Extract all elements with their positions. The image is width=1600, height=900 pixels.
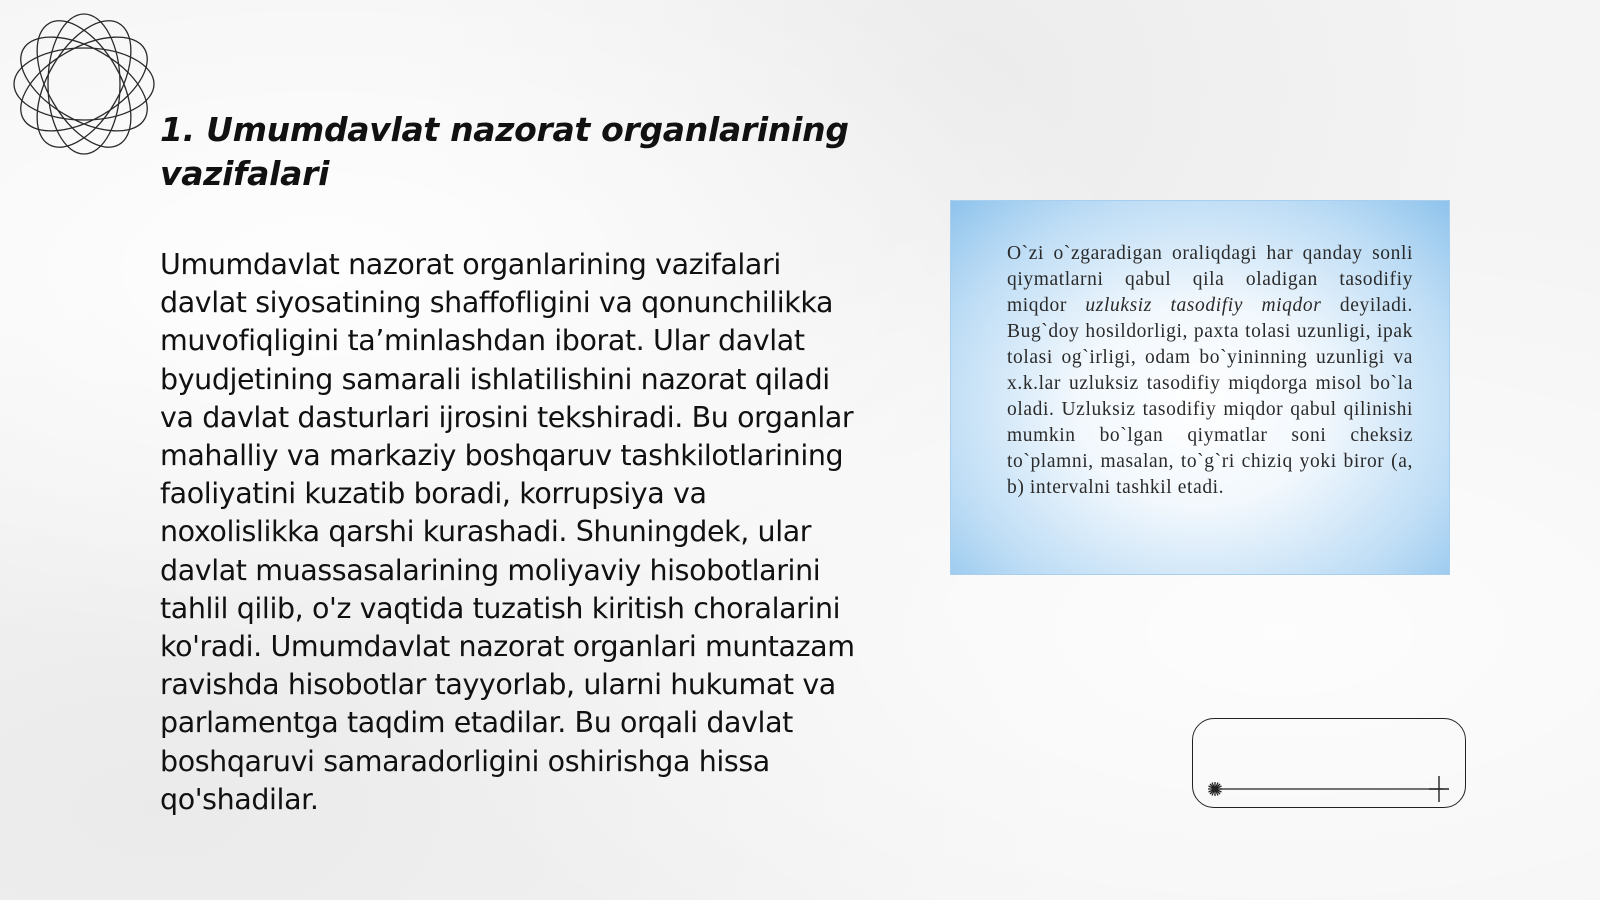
definition-term: uzluksiz tasodifiy miqdor	[1085, 295, 1322, 316]
decorative-slider-frame	[1192, 718, 1466, 808]
plus-cross-icon	[1429, 776, 1449, 802]
decorative-slider	[1193, 719, 1467, 809]
body-paragraph: Umumdavlat nazorat organlarining vazifalari davlat siyosatining shaffofligini va qonunchilikka muvofiqligini ta’minlashdan iborat. Ular davlat byudjetining samarali ishlatilishini nazorat qiladi va davlat dasturlari ijrosini tekshiradi. Bu organlar mahalliy va markaziy boshqaruv tashkilotlarining faoliyatini kuzatib boradi, korrupsiya va noxolislikka qarshi kurashadi. Shuningdek, ular davlat muassasalarining moliyaviy hisobotlarini tahlil qilib, o'z vaqtida tuzatish kiritish choralarini ko'radi. Umumdavlat nazorat organlari muntazam ravishda hisobotlar tayyorlab, ularni hukumat va parlamentga taqdim etadilar. Bu orqali davlat boshqaruvi samaradorligini oshirishga hissa qo'shadilar.	[160, 248, 855, 816]
definition-image	[950, 200, 1450, 575]
definition-text	[1007, 241, 1413, 501]
definition-text-part-2: deyiladi. Bug`doy hosildorligi, paxta tolasi uzunligi, ipak tolasi og`irligi, odam bo`yininning uzunligi va x.k.lar uzluksiz tasodifiy miqdorga misol bo`la oladi. Uzluksiz tasodifiy miqdor qabul qilinishi mumkin bo`lgan qiymatlar soni cheksiz to`plamni, masalan, to`g`ri chiziq yoki biror (a, b) intervalni tashkil etadi.	[1007, 295, 1413, 498]
slide-title: 1. Umumdavlat nazorat organlarining vazifalari	[160, 110, 849, 193]
star-burst-icon	[1208, 782, 1222, 796]
rosette-icon	[10, 10, 158, 158]
definition-text-part-1: O`zi o`zgaradigan oraliqdagi har qanday sonli qiymatlarni qabul qila oladigan tasodifiy miqdor	[1007, 243, 1413, 316]
